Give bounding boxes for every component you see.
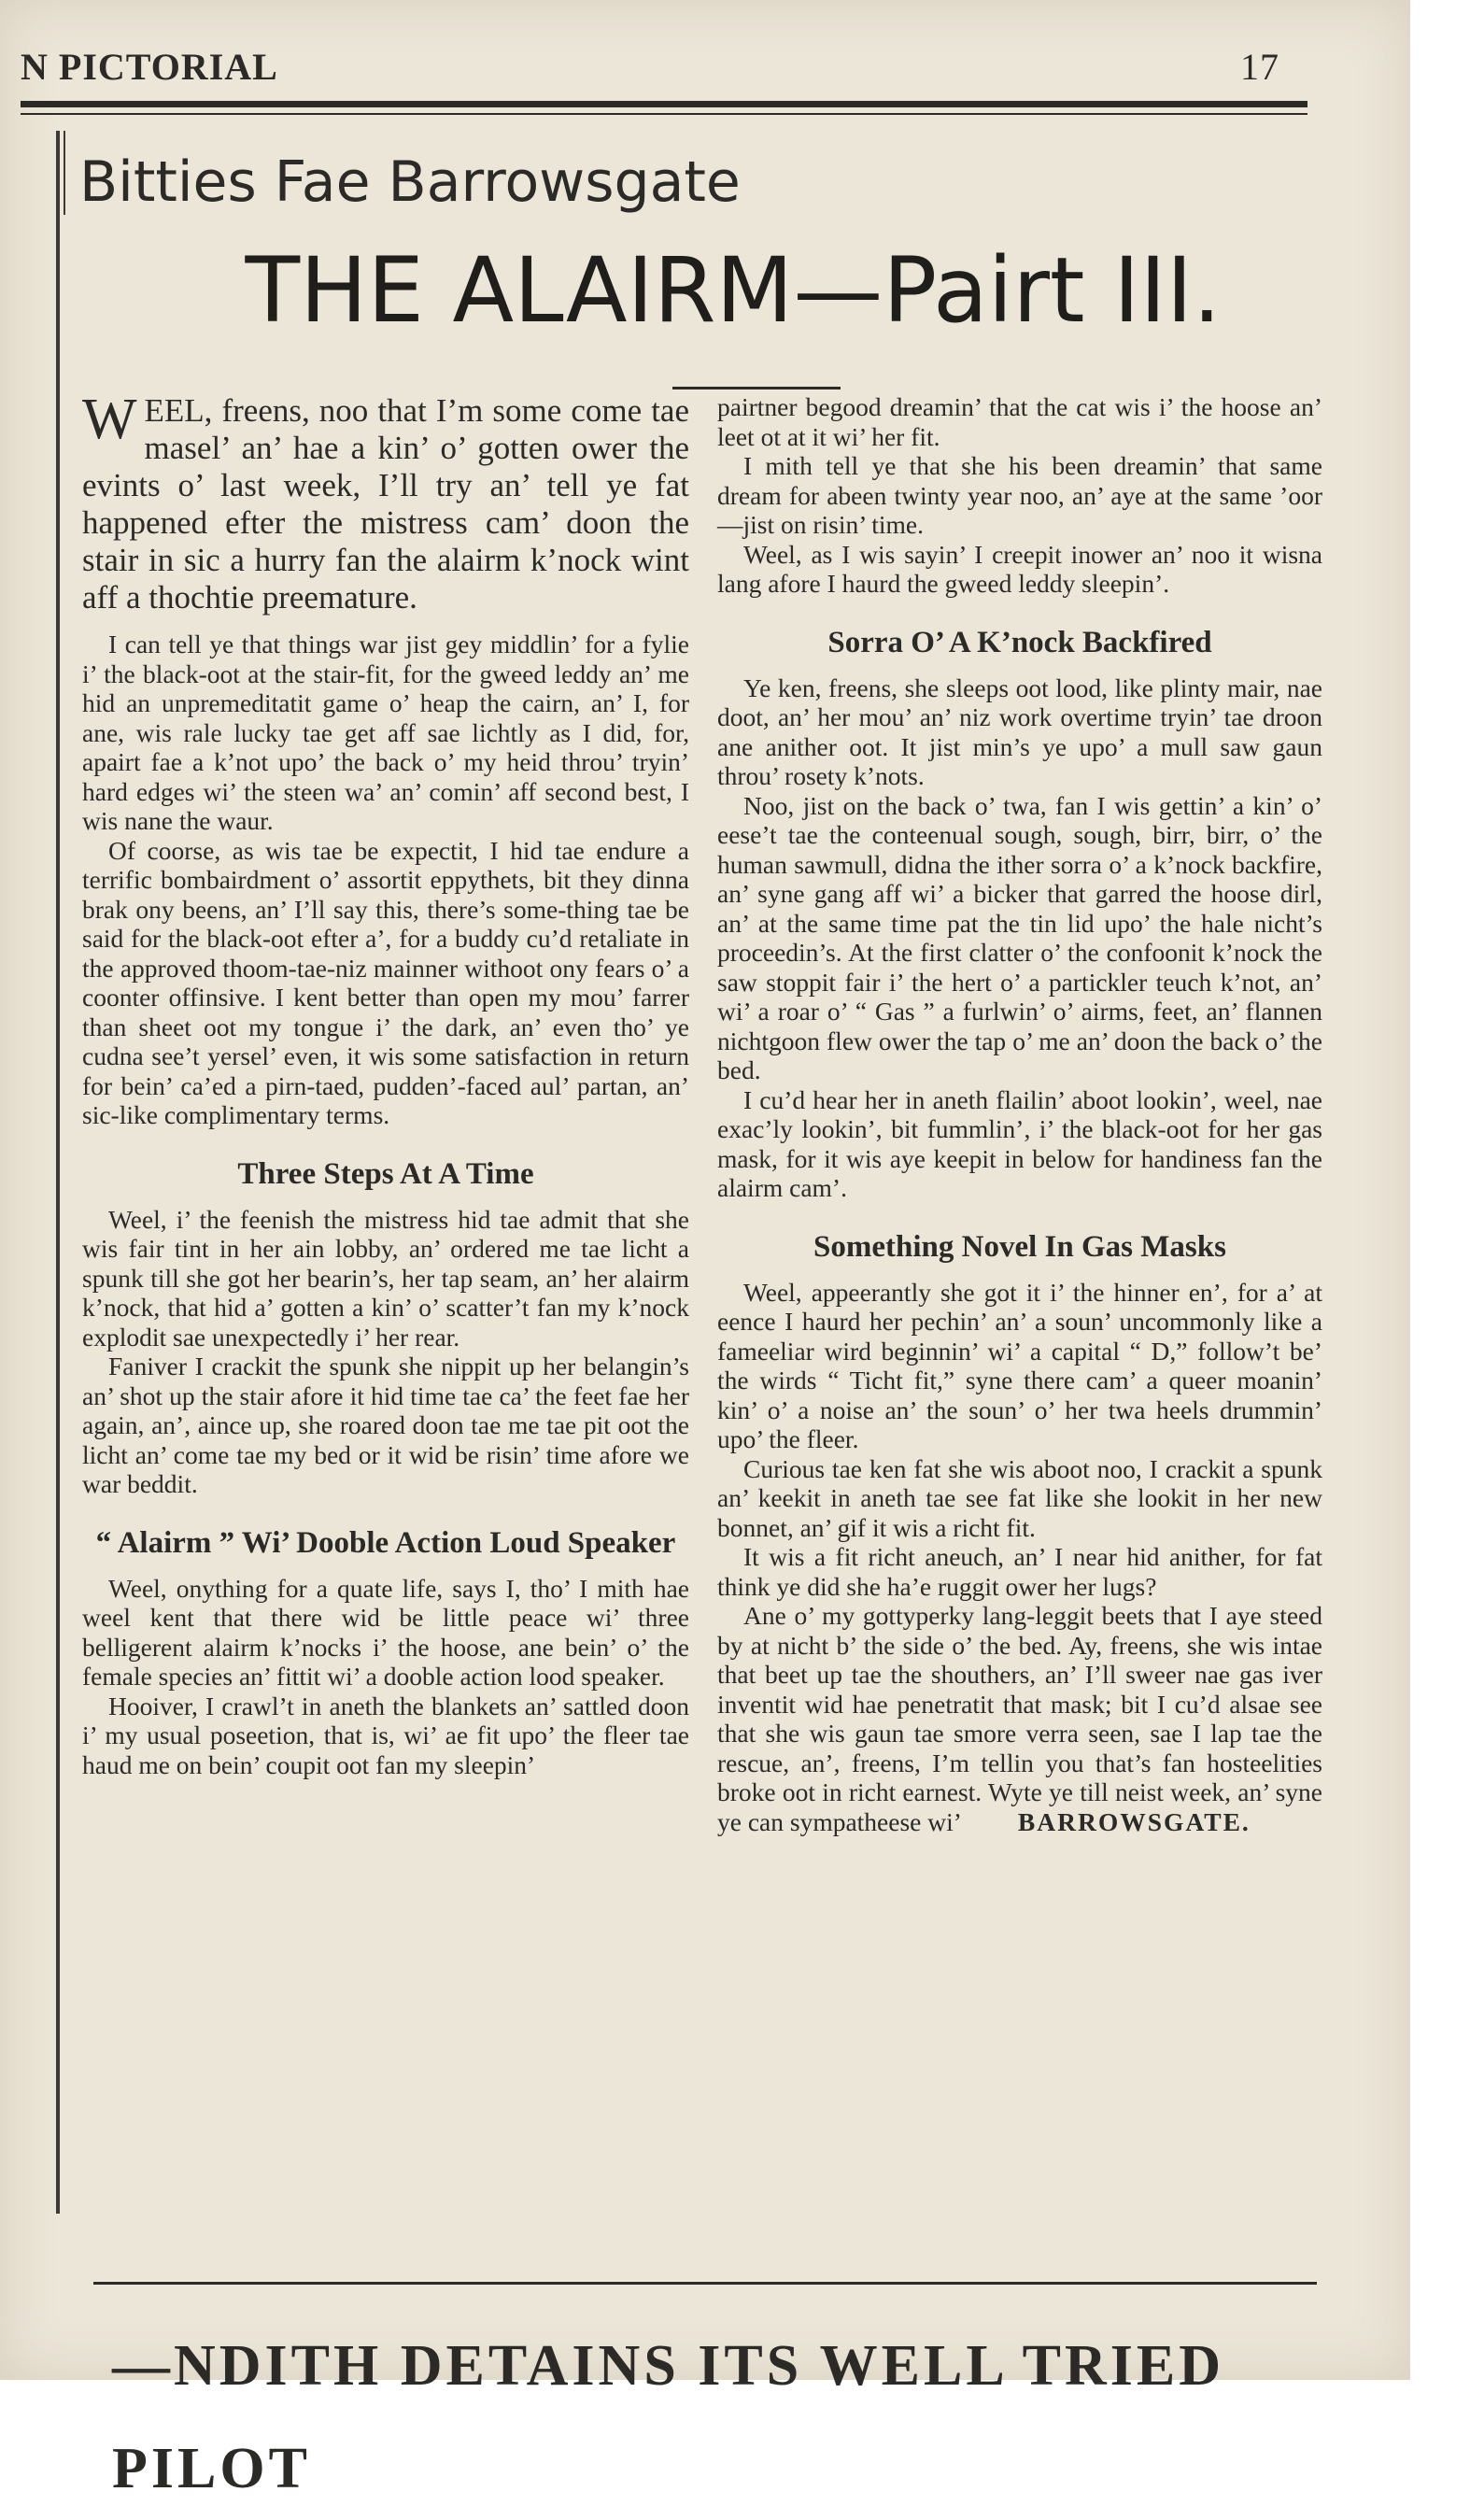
- drop-cap: W: [82, 388, 137, 451]
- paragraph: Noo, jist on the back o’ twa, fan I wis gettin’ a kin’ o’ eese’t tae the conteenual sough, sough, birr, birr, o’ the human sawmull, didna the ither sorra o’ a k’nock backfire, an’ syne gang aff wi’ a bicker that garred the hoose dirl, an’ at the same time pat the tin lid upo’ the hale nicht’s proceedin’s. At the first clatter o’ the confoonit k’nock the saw stoppit fair i’ the hert o’ a partickler teuch k’not, an’ wi’ a roar o’ “ Gas ” a furlwin’ o’ airms, feet, an’ flannen nichtgoon flew ower the tap o’ me an’ doon the back o’ the bed.: [717, 790, 1322, 1084]
- paragraph: Curious tae ken fat she wis aboot noo, I crackit a spunk an’ keekit in aneth tae see fat like she lookit in her new bonnet, an’ gif it wis a richt fit.: [717, 1453, 1322, 1542]
- column-bar: [56, 131, 60, 2214]
- column-bar-accent: [64, 131, 65, 215]
- paragraph: Weel, i’ the feenish the mistress hid tae admit that she wis fair tint in her ain lobby, an’ ordered me tae licht a spunk till she got her bearin’s, her tap seam, an’ her alairm k’nock, that hid a’ gotten a kin’ o’ scatter’t fan my k’nock explodit sae unexpectedly i’ her rear.: [82, 1204, 689, 1352]
- paragraph-text: Ane o’ my gottyperky lang-leggit beets that I aye steed by at nicht b’ the side o’ the bed. Ay, freens, she wis intae that beet up tae the shouthers, an’ I’ll sweer nae gas iver inventit wid hae penetratit that mask; bit I cu’d alsae see that she wis gaun tae smore verra seen, sae I lap tae the rescue, an’, freens, I’m tellin you that’s fan hosteelities broke oot in richt earnest. Wyte ye till neist week, an’ syne ye can sympatheese wi’: [717, 1601, 1322, 1836]
- paragraph: Hooiver, I crawl’t in aneth the blankets an’ sattled doon i’ my usual poseetion, that is, wi’ ae fit upo’ the fleer tae haud me on bein’ coupit oot fan my sleepin’: [82, 1691, 689, 1779]
- series-title: Bitties Fae Barrowsgate: [79, 149, 741, 215]
- paragraph: It wis a fit richt aneuch, an’ I near hid anither, for fat think ye did she ha’e ruggit ower her lugs?: [717, 1542, 1322, 1601]
- running-header: [21, 37, 1279, 93]
- footer-rule: [93, 2282, 1317, 2285]
- lead-paragraph: [82, 388, 689, 616]
- running-title: N PICTORIAL: [21, 46, 278, 88]
- paragraph: Ye ken, freens, she sleeps oot lood, like plinty mair, nae doot, an’ her mou’ an’ niz work overtime tryin’ tae droon ane anither oot. It jist min’s ye upo’ a mull saw gaun throu’ rosety k’nots.: [717, 672, 1322, 790]
- subheading: Sorra O’ A K’nock Backfired: [827, 625, 1212, 659]
- page-number: 17: [1240, 46, 1279, 88]
- paragraph: I mith tell ye that she his been dreamin’ that same dream for abeen twinty year noo, an’ aye at the same ’oor—jist on risin’ time.: [717, 451, 1322, 539]
- article-column-2: [717, 392, 1322, 1836]
- closing-paragraph: [717, 1601, 1322, 1836]
- next-article-headline: —NDITH DETAINS ITS WELL TRIED PILOT: [112, 2334, 1225, 2500]
- paragraph: Weel, onything for a quate life, says I, tho’ I mith hae weel kent that there wid be little peace wi’ three belligerent alairm k’nocks i’ the hoose, ane bein’ o’ the female species an’ fittit wi’ a dooble action lood speaker.: [82, 1573, 689, 1691]
- headline-divider: [672, 387, 841, 389]
- lead-text: EEL, freens, noo that I’m some come tae masel’ an’ hae a kin’ o’ gotten ower the evints o’ last week, I’ll try an’ tell ye fat happened efter the mistress cam’ doon the stair in sic a hurry fan the alairm k’nock wint aff a thochtie preemature.: [82, 392, 689, 616]
- paragraph: Of coorse, as wis tae be expectit, I hid tae endure a terrific bombairdment o’ assortit eppythets, bit they dinna brak ony beens, an’ I’ll say this, there’s some-thing tae be said for the black-oot efter a’, for a buddy cu’d retaliate in the approved thoom-tae-niz mainner withoot ony fears o’ a coonter offinsive. I kent better than open my mou’ farrer than sheet oot my tongue i’ the dark, an’ even tho’ ye cudna see’t yersel’ even, it wis some satisfaction in return for bein’ ca’ed a pirn-taed, pudden’-faced aul’ partan, an’ sic-like complimentary terms.: [82, 835, 689, 1129]
- subheading: Three Steps At A Time: [237, 1156, 534, 1191]
- paragraph: Weel, appeerantly she got it i’ the hinner en’, for a’ at eence I haurd her pechin’ an’ a soun’ uncommonly like a fameeliar wird beginnin’ wi’ a capital “ D,” follow’t be’ the wirds “ Ticht fit,” syne there cam’ a queer moanin’ kin’ o’ a noise an’ the soun’ o’ her twa heels drummin’ upo’ the fleer.: [717, 1277, 1322, 1453]
- paragraph: I cu’d hear her in aneth flailin’ aboot lookin’, weel, nae exac’ly lookin’, bit fummlin’, i’ the black-oot for her gas mask, for it wis aye keepit in below for handiness fan the alairm cam’.: [717, 1084, 1322, 1202]
- article-headline: THE ALAIRM—Pairt III.: [245, 238, 1222, 343]
- header-rule-thick: [21, 101, 1307, 107]
- header-rule-thin: [21, 113, 1307, 115]
- paragraph: I can tell ye that things war jist gey middlin’ for a fylie i’ the black-oot at the stair-fit, for the gweed leddy an’ me hid an unpremeditatit game o’ heap the cairn, an’ I, for ane, wis rale lucky tae get aff sae lichtly as I did, for, apairt fae a k’not upo’ the back o’ my heid throu’ tryin’ hard edges wi’ the steen wa’ an’ comin’ aff second best, I wis nane the waur.: [82, 630, 689, 835]
- subheading: “ Alairm ” Wi’ Dooble Action Loud Speaker: [95, 1525, 676, 1560]
- paragraph: Faniver I crackit the spunk she nippit up her belangin’s an’ shot up the stair afore it hid time tae ca’ the feet fae her again, an’, aince up, she roared doon tae me tae pit oot the licht an’ come tae my bed or it wid be risin’ time afore we war beddit.: [82, 1352, 689, 1498]
- paragraph: Weel, as I wis sayin’ I creepit inower an’ noo it wisna lang afore I haurd the gweed leddy sleepin’.: [717, 539, 1322, 598]
- author-signature: BARROWSGATE.: [1017, 1806, 1251, 1836]
- subheading: Something Novel In Gas Masks: [813, 1229, 1226, 1264]
- paragraph: pairtner begood dreamin’ that the cat wis i’ the hoose an’ leet ot at it wi’ her fit.: [717, 392, 1322, 451]
- article-column-1: [82, 388, 689, 1779]
